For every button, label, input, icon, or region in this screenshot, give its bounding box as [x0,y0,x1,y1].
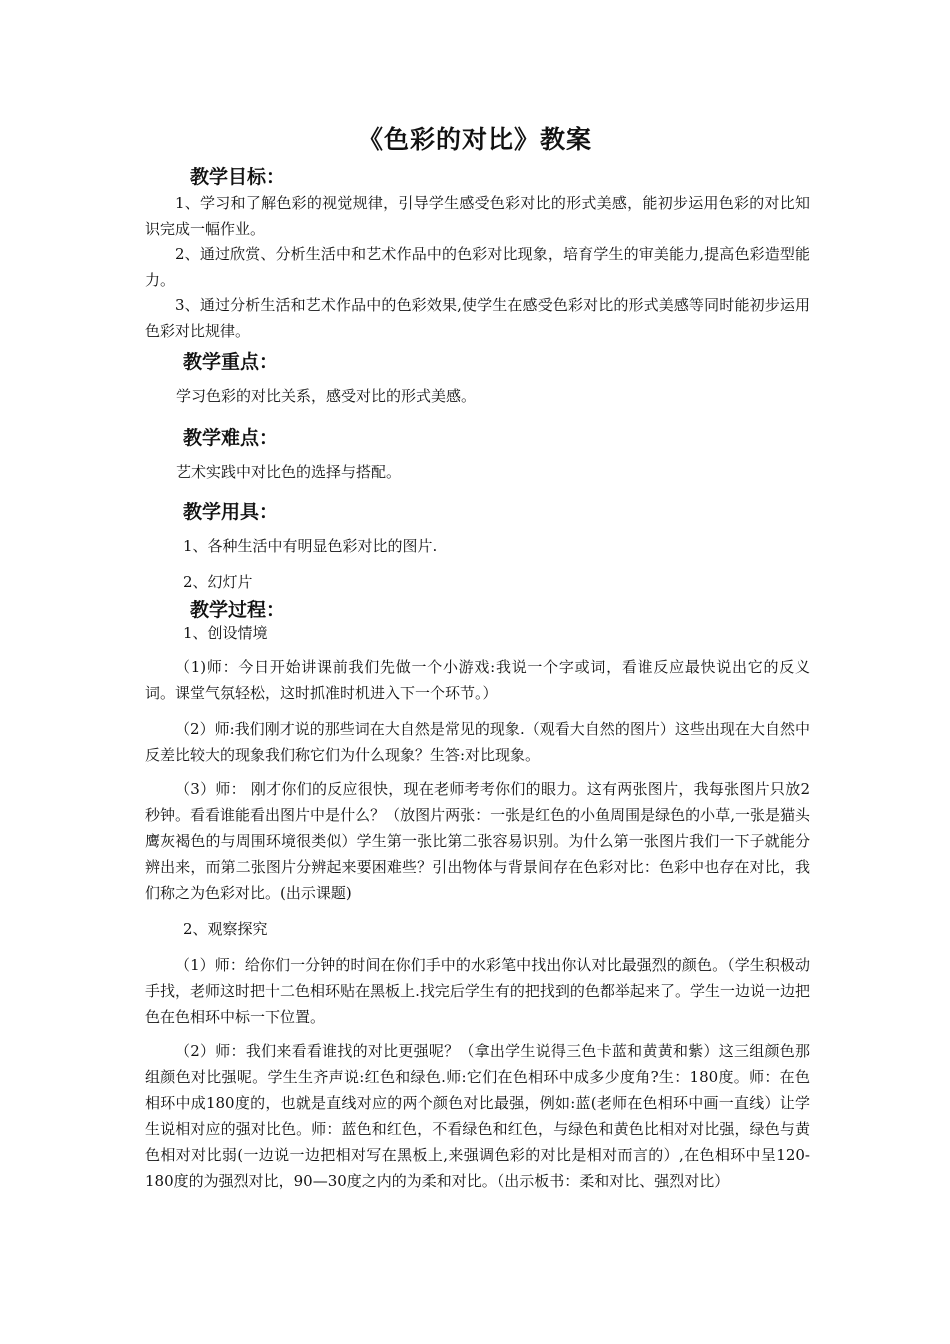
key-points-text: 学习色彩的对比关系，感受对比的形式美感。 [176,387,477,405]
goals-heading: 教学目标： [190,166,286,188]
process-step1-paragraph-2: （2）师:我们刚才说的那些词在大自然是常见的现象.（观看大自然的图片）这些出现在大自然中反差比较大的现象我们称它们为什么现象？生答:对比现象。 [145,720,810,764]
process-step2-label: 2、观察探究 [183,920,268,938]
process-step1-paragraph-1: （1)师：今日开始讲课前我们先做一个小游戏:我说一个字或词，看谁反应最快说出它的反义词。课堂气氛轻松，这时抓准时机进入下一个环节。） [145,658,810,702]
process-heading: 教学过程： [190,599,286,621]
difficulties-text: 艺术实践中对比色的选择与搭配。 [176,463,402,481]
difficulties-heading: 教学难点： [183,427,279,449]
goal-item-2: 2、通过欣赏、分析生活中和艺术作品中的色彩对比现象，培育学生的审美能力,提高色彩造型能力。 [145,245,810,289]
goal-item-1: 1、学习和了解色彩的视觉规律，引导学生感受色彩对比的形式美感，能初步运用色彩的对比知识完成一幅作业。 [145,194,810,238]
tools-item-1: 1、各种生活中有明显色彩对比的图片. [183,537,438,555]
process-step1-label: 1、创设情境 [183,624,268,642]
tools-heading: 教学用具： [183,501,279,523]
process-step2-paragraph-1: （1）师：给你们一分钟的时间在你们手中的水彩笔中找出你认对比最强烈的颜色。（学生积极动手找，老师这时把十二色相环贴在黑板上.找完后学生有的把找到的色都举起来了。学生一边说一边把色在色相环中标一下位置。 [145,956,810,1026]
goal-item-3: 3、通过分析生活和艺术作品中的色彩效果,使学生在感受色彩对比的形式美感等同时能初步运用色彩对比规律。 [145,296,810,340]
process-step2-paragraph-2: （2）师：我们来看看谁找的对比更强呢？（拿出学生说得三色卡蓝和黄黄和紫）这三组颜色那组颜色对比强呢。学生生齐声说:红色和绿色.师:它们在色相环中成多少度角?生：180度。师：在色相环中成180度的，也就是直线对应的两个颜色对比最强，例如:蓝(老师在色相环中画一直线）让学生说相对应的强对比色。师：蓝色和红色，不看绿色和红色，与绿色和黄色比相对对比强，绿色与黄色相对对比弱(一边说一边把相对写在黑板上,来强调色彩的对比是相对而言的）,在色相环中呈120-180度的为强烈对比，90—30度之内的为柔和对比。（出示板书：柔和对比、强烈对比） [145,1042,810,1190]
document-title: 《色彩的对比》教案 [357,125,592,154]
process-step1-paragraph-3: （3）师： 刚才你们的反应很快，现在老师考考你们的眼力。这有两张图片，我每张图片只放2秒钟。看看谁能看出图片中是什么？（放图片两张：一张是红色的小鱼周围是绿色的小草,一张是猫头鹰灰褐色的与周围环境很类似）学生第一张比第二张容易识别。为什么第一张图片我们一下子就能分辨出来，而第二张图片分辨起来要困难些？引出物体与背景间存在色彩对比：色彩中也存在对比，我们称之为色彩对比。(出示课题) [145,780,810,902]
key-points-heading: 教学重点： [183,351,279,373]
tools-item-2: 2、幻灯片 [183,573,253,591]
